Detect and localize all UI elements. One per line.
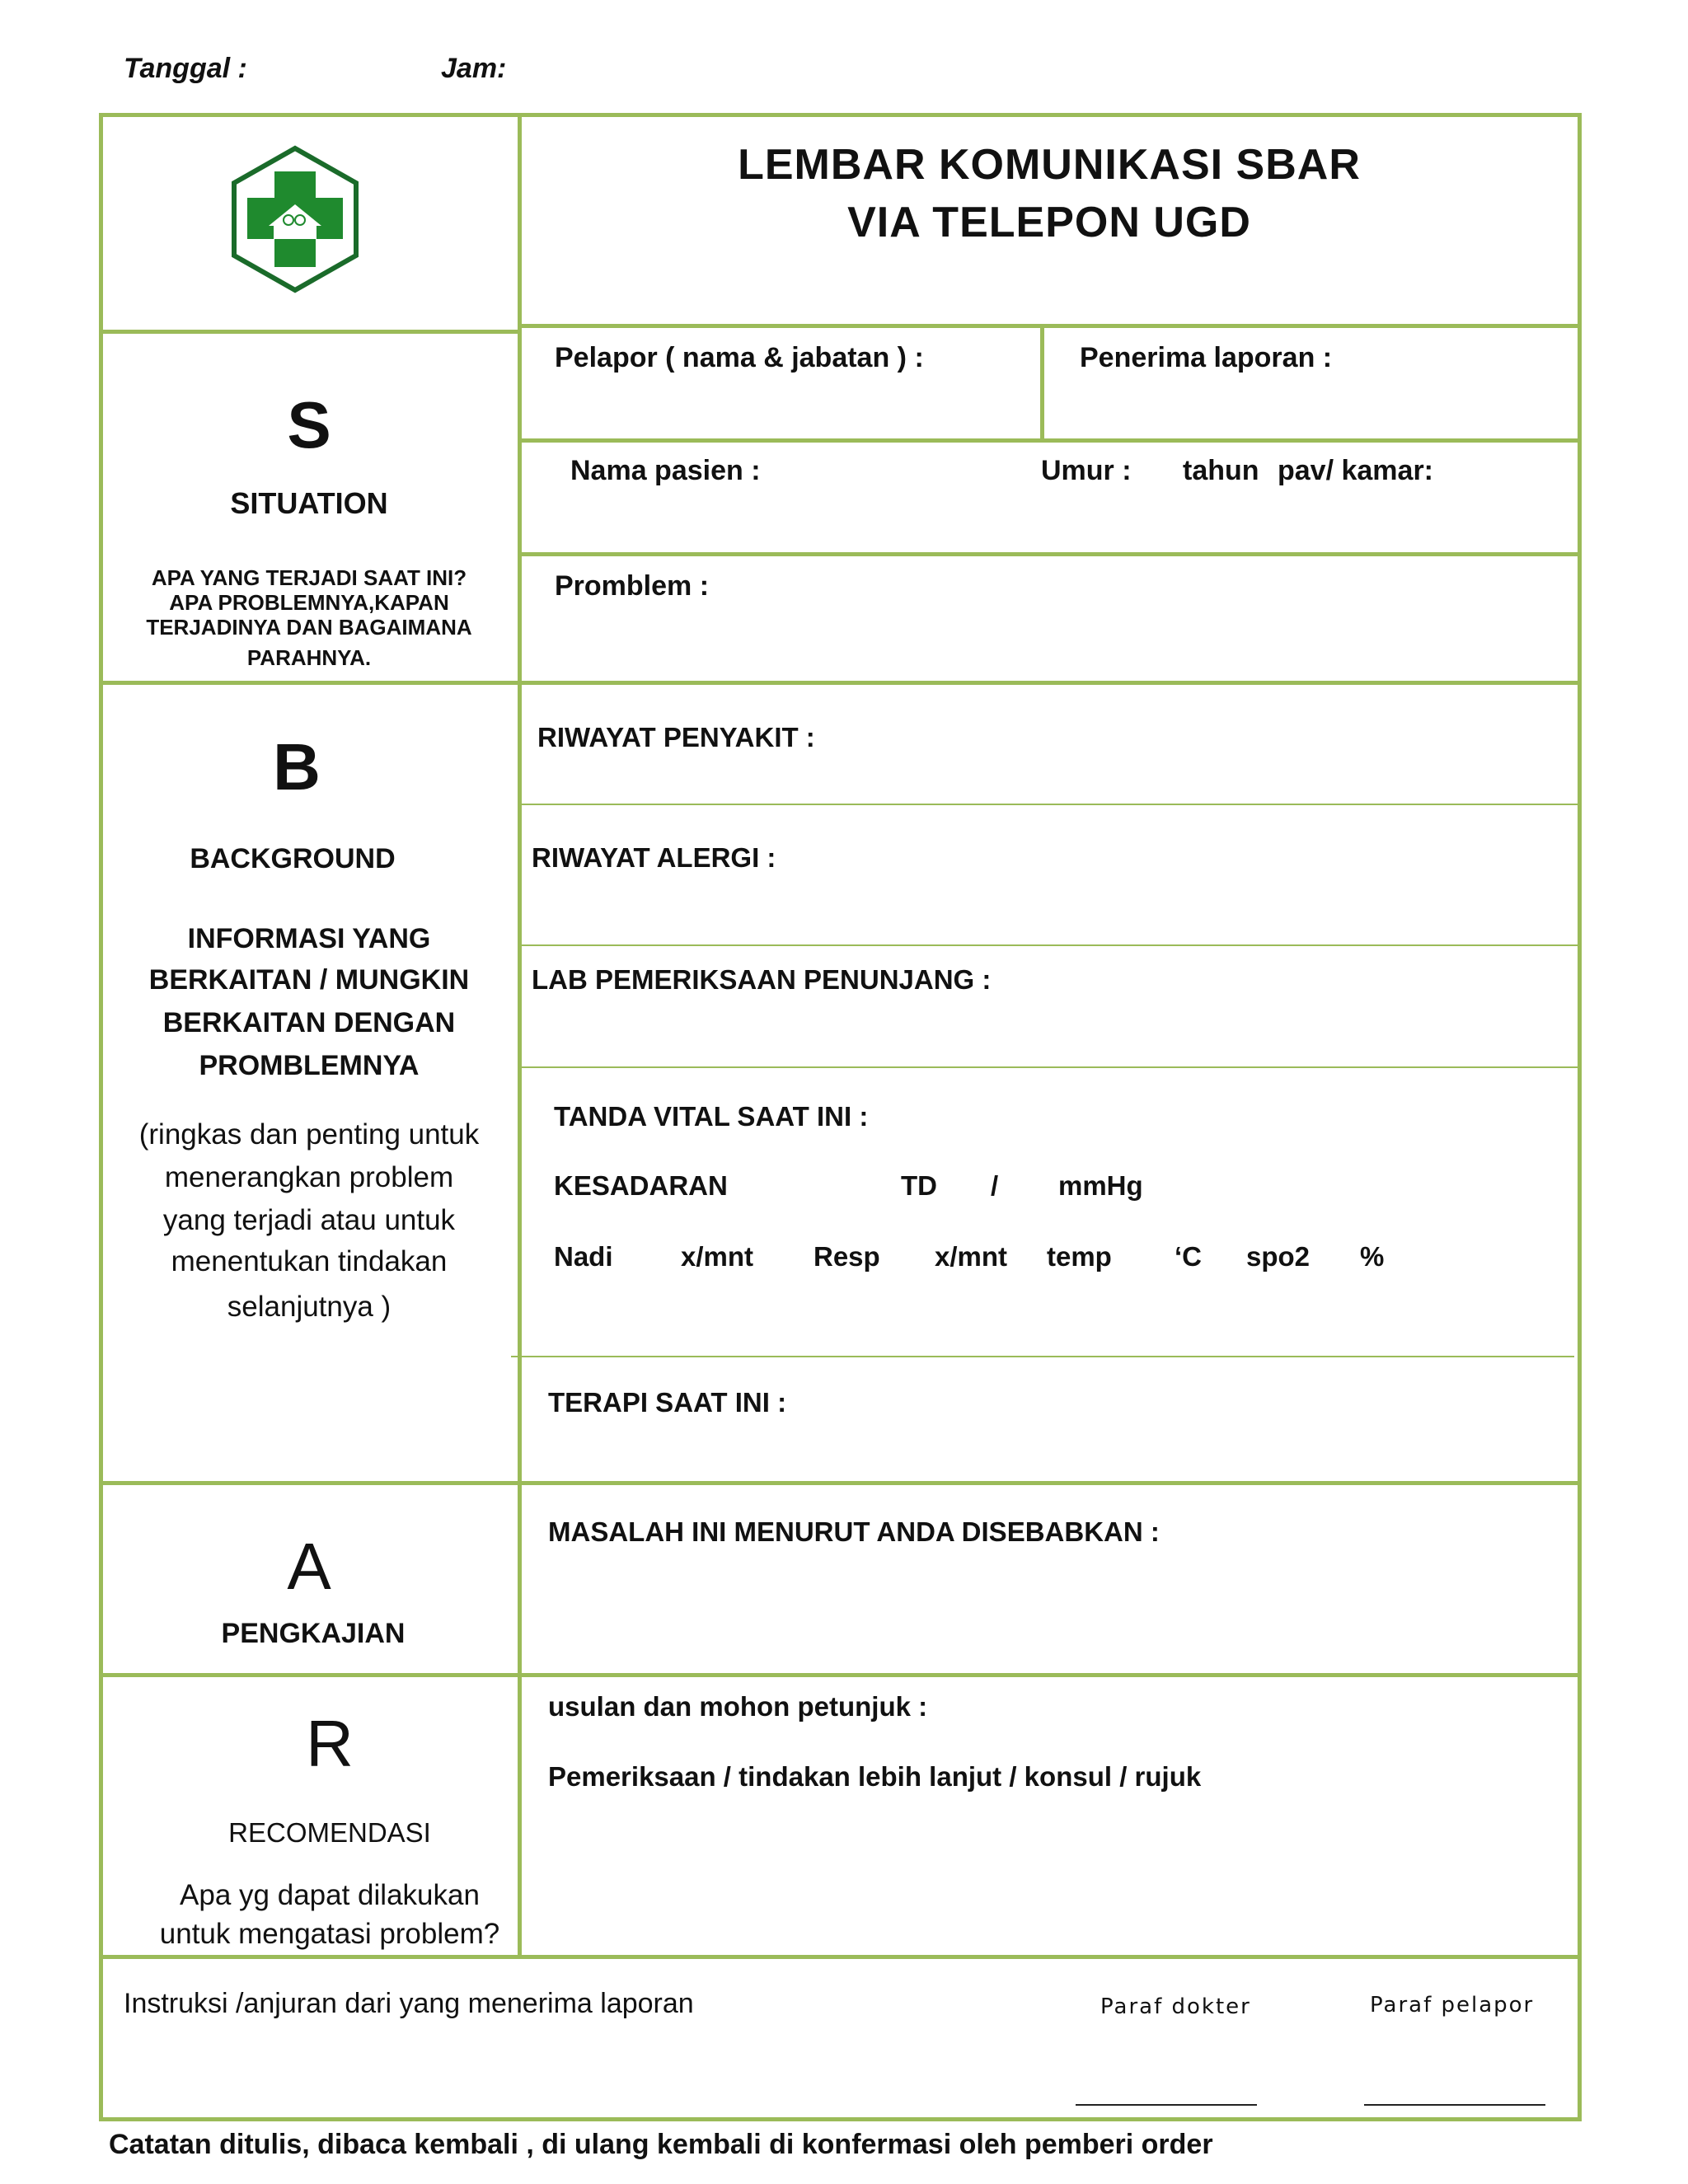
terapi-label: TERAPI SAAT INI : bbox=[548, 1387, 787, 1418]
title-section-bottom bbox=[521, 324, 1579, 328]
nama-pasien-label: Nama pasien : bbox=[570, 455, 761, 486]
spo2-unit: % bbox=[1360, 1241, 1385, 1272]
resp-unit: x/mnt bbox=[935, 1241, 1008, 1272]
frame-top-border bbox=[99, 113, 1582, 117]
column-divider bbox=[518, 113, 522, 1959]
paraf-dokter-signature-line bbox=[1076, 2104, 1257, 2106]
nadi-unit: x/mnt bbox=[681, 1241, 754, 1272]
tanda-vital-bottom bbox=[511, 1356, 1574, 1357]
lab-label: LAB PEMERIKSAAN PENUNJANG : bbox=[532, 964, 992, 995]
background-info-3: BERKAITAN DENGAN bbox=[162, 1007, 456, 1038]
pav-kamar-label: pav/ kamar: bbox=[1278, 455, 1433, 486]
jam-label: Jam: bbox=[441, 53, 507, 84]
resp-label: Resp bbox=[814, 1241, 880, 1272]
frame-bottom-border bbox=[99, 2117, 1582, 2121]
mmhg-label: mmHg bbox=[1058, 1170, 1143, 1201]
title-line-1: LEMBAR KOMUNIKASI SBAR bbox=[738, 141, 1361, 189]
recommendation-label: RECOMENDASI bbox=[228, 1817, 431, 1848]
background-info-4: PROMBLEMNYA bbox=[199, 1050, 420, 1081]
nadi-label: Nadi bbox=[554, 1241, 613, 1272]
riwayat-alergi-bottom bbox=[521, 944, 1579, 946]
riwayat-alergi-label: RIWAYAT ALERGI : bbox=[532, 842, 776, 873]
background-note-4: menentukan tindakan bbox=[171, 1245, 448, 1277]
situation-section-bottom bbox=[99, 681, 1582, 685]
recommendation-section-bottom bbox=[99, 1955, 1582, 1959]
pasien-row-bottom bbox=[521, 552, 1579, 556]
assessment-label: PENGKAJIAN bbox=[221, 1618, 406, 1649]
pelapor-field-label: Pelapor ( nama & jabatan ) : bbox=[555, 342, 924, 373]
usulan-label: usulan dan mohon petunjuk : bbox=[548, 1691, 928, 1722]
situation-desc-2: APA PROBLEMNYA,KAPAN bbox=[169, 590, 449, 615]
temp-unit: ‘C bbox=[1175, 1241, 1202, 1272]
td-slash: / bbox=[991, 1170, 999, 1201]
catatan-note: Catatan ditulis, dibaca kembali , di ulang kembali di konfermasi oleh pemberi order bbox=[109, 2129, 1213, 2160]
paraf-dokter-label: Paraf dokter bbox=[1100, 1994, 1251, 2019]
background-info-2: BERKAITAN / MUNGKIN bbox=[148, 964, 470, 996]
riwayat-penyakit-label: RIWAYAT PENYAKIT : bbox=[537, 722, 815, 752]
temp-label: temp bbox=[1047, 1241, 1112, 1272]
title-line-2: VIA TELEPON UGD bbox=[847, 199, 1251, 246]
recommendation-desc-2: untuk mengatasi problem? bbox=[159, 1918, 500, 1950]
assessment-letter: A bbox=[287, 1530, 331, 1603]
situation-desc-4: PARAHNYA. bbox=[246, 645, 372, 670]
background-note-5: selanjutnya ) bbox=[227, 1291, 392, 1323]
background-section-bottom bbox=[99, 1481, 1582, 1485]
spo2-label: spo2 bbox=[1246, 1241, 1311, 1272]
riwayat-penyakit-bottom bbox=[521, 804, 1579, 805]
tanda-vital-label: TANDA VITAL SAAT INI : bbox=[554, 1101, 869, 1132]
background-note-1: (ringkas dan penting untuk bbox=[138, 1118, 480, 1151]
penerima-field-label: Penerima laporan : bbox=[1080, 342, 1333, 373]
situation-letter: S bbox=[287, 388, 331, 462]
background-note-3: yang terjadi atau untuk bbox=[162, 1204, 456, 1236]
pemeriksaan-label: Pemeriksaan / tindakan lebih lanjut / konsul / rujuk bbox=[548, 1761, 1202, 1792]
tahun-label: tahun bbox=[1183, 455, 1259, 486]
background-letter: B bbox=[273, 730, 321, 804]
masalah-label: MASALAH INI MENURUT ANDA DISEBABKAN : bbox=[548, 1516, 1160, 1547]
lab-bottom bbox=[521, 1066, 1579, 1068]
recommendation-desc-1: Apa yg dapat dilakukan bbox=[180, 1879, 480, 1911]
logo-section-bottom bbox=[99, 330, 521, 334]
background-note-2: menerangkan problem bbox=[164, 1161, 454, 1193]
td-label: TD bbox=[901, 1170, 937, 1201]
instruksi-label: Instruksi /anjuran dari yang menerima laporan bbox=[124, 1988, 694, 2019]
problem-label: Promblem : bbox=[555, 570, 710, 602]
assessment-section-bottom bbox=[99, 1673, 1582, 1677]
pelapor-row-bottom bbox=[521, 438, 1579, 443]
pelapor-penerima-divider bbox=[1040, 328, 1044, 439]
paraf-pelapor-label: Paraf pelapor bbox=[1370, 1993, 1535, 2018]
recommendation-letter: R bbox=[306, 1707, 354, 1780]
paraf-pelapor-signature-line bbox=[1364, 2104, 1545, 2106]
background-info-1: INFORMASI YANG bbox=[187, 923, 431, 954]
umur-label: Umur : bbox=[1041, 455, 1132, 486]
background-label: BACKGROUND bbox=[190, 843, 396, 874]
kesadaran-label: KESADARAN bbox=[554, 1170, 728, 1201]
situation-label: SITUATION bbox=[230, 486, 388, 520]
situation-desc-1: APA YANG TERJADI SAAT INI? bbox=[151, 565, 467, 590]
tanggal-label: Tanggal : bbox=[124, 53, 247, 84]
situation-desc-3: TERJADINYA DAN BAGAIMANA bbox=[146, 615, 472, 640]
frame-right-border bbox=[1578, 113, 1582, 2121]
green-cross-hexagon-icon bbox=[229, 145, 361, 293]
